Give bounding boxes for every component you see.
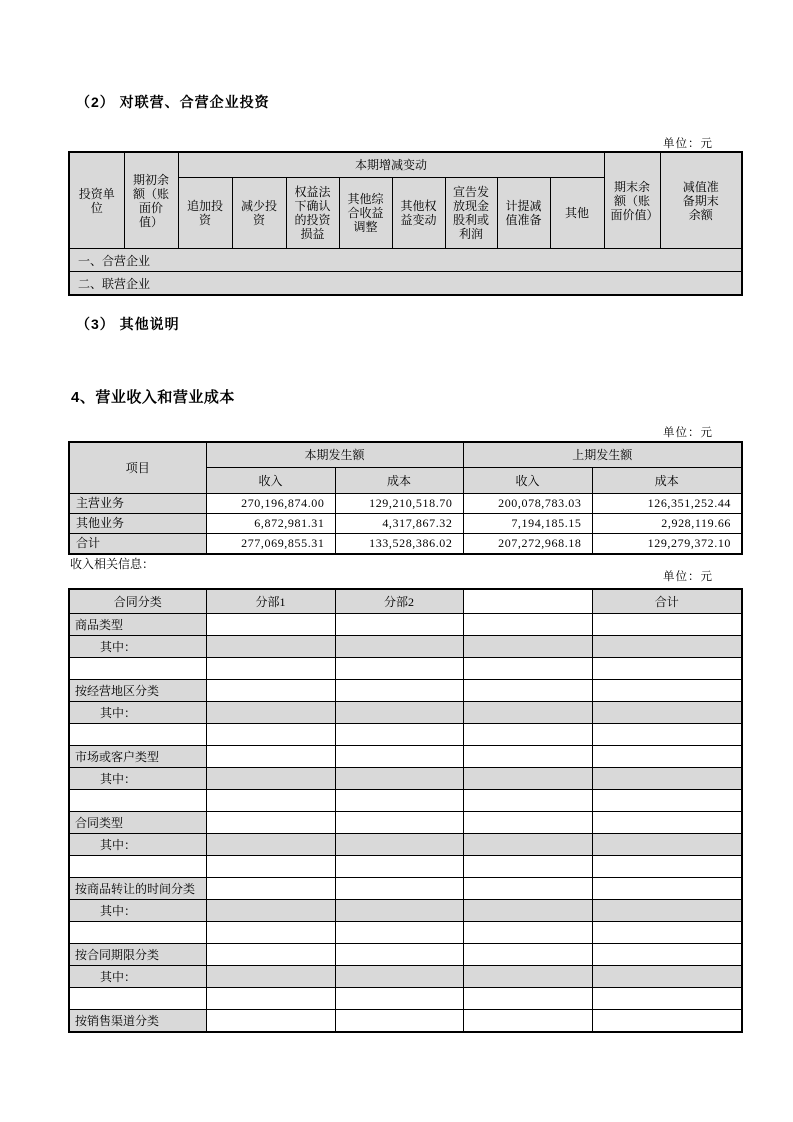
contract-row (69, 834, 742, 856)
contract-empty-cell (335, 922, 463, 944)
contract-empty-cell (335, 988, 463, 1010)
contract-row (69, 966, 742, 988)
contract-empty-cell (206, 702, 335, 724)
col-segment-2: 分部2 (335, 589, 463, 614)
contract-empty-cell (335, 702, 463, 724)
revenue-row-main-business (69, 494, 742, 514)
contract-empty-cell (463, 1010, 592, 1033)
col-declared-dividends: 宣告发放现金股利或利润 (445, 178, 497, 249)
contract-empty-cell (206, 746, 335, 768)
section-heading-revenue-cost: 4、营业收入和营业成本 (71, 389, 235, 406)
contract-row-label: 其中： (69, 636, 206, 658)
contract-row (69, 944, 742, 966)
contract-blank-row (69, 922, 742, 944)
contract-empty-cell (335, 834, 463, 856)
contract-empty-cell (592, 834, 742, 856)
contract-row-label: 其中： (69, 966, 206, 988)
contract-empty-cell (335, 636, 463, 658)
contract-empty-cell (463, 724, 592, 746)
col-invest-unit: 投资单位 (69, 152, 124, 249)
contract-empty-cell (592, 988, 742, 1010)
col-reduced-investment: 减少投资 (232, 178, 286, 249)
contract-empty-cell (206, 834, 335, 856)
col-current-income: 收入 (206, 468, 335, 494)
col-total: 合计 (592, 589, 742, 614)
contract-row (69, 746, 742, 768)
contract-empty-cell (463, 636, 592, 658)
prior-income-value: 200,078,783.03 (463, 494, 592, 514)
contract-empty-cell (206, 680, 335, 702)
contract-row-label (69, 790, 206, 812)
col-segment-1: 分部1 (206, 589, 335, 614)
contract-empty-cell (206, 768, 335, 790)
contract-empty-cell (335, 768, 463, 790)
contract-empty-cell (335, 856, 463, 878)
contract-empty-cell (206, 812, 335, 834)
revenue-related-info-note: 收入相关信息： (70, 557, 155, 571)
current-income-value: 277,069,855.31 (206, 534, 335, 555)
contract-empty-cell (335, 1010, 463, 1033)
contract-table-body (69, 614, 742, 1033)
contract-empty-cell (463, 746, 592, 768)
contract-empty-cell (592, 702, 742, 724)
current-cost-value: 129,210,518.70 (335, 494, 463, 514)
col-additional-investment: 追加投资 (178, 178, 232, 249)
contract-empty-cell (206, 724, 335, 746)
col-other: 其他 (550, 178, 604, 249)
row-label: 主营业务 (69, 494, 206, 514)
contract-empty-cell (592, 922, 742, 944)
revenue-table (68, 441, 743, 555)
col-group-prior-period: 上期发生额 (463, 442, 742, 468)
row-label: 合计 (69, 534, 206, 555)
contract-row-label (69, 988, 206, 1010)
contract-empty-cell (206, 900, 335, 922)
contract-row-label: 按经营地区分类 (69, 680, 206, 702)
investment-header-row-1 (69, 152, 742, 178)
col-opening-balance: 期初余额（账面价值） (124, 152, 178, 249)
contract-empty-cell (335, 900, 463, 922)
revenue-row-other-business (69, 514, 742, 534)
contract-empty-cell (335, 966, 463, 988)
contract-empty-cell (463, 966, 592, 988)
contract-empty-cell (206, 658, 335, 680)
col-prior-cost: 成本 (592, 468, 742, 494)
contract-empty-cell (335, 790, 463, 812)
section-heading-joint-venture-investment: （2） 对联营、合营企业投资 (76, 94, 270, 110)
prior-income-value: 7,194,185.15 (463, 514, 592, 534)
contract-empty-cell (592, 966, 742, 988)
contract-row-label: 按合同期限分类 (69, 944, 206, 966)
contract-empty-cell (335, 614, 463, 636)
contract-row-label: 市场或客户类型 (69, 746, 206, 768)
contract-row (69, 680, 742, 702)
contract-classification-table (68, 588, 743, 1033)
contract-empty-cell (206, 966, 335, 988)
contract-row (69, 878, 742, 900)
current-income-value: 270,196,874.00 (206, 494, 335, 514)
contract-empty-cell (206, 856, 335, 878)
contract-row (69, 812, 742, 834)
current-cost-value: 133,528,386.02 (335, 534, 463, 555)
contract-empty-cell (463, 680, 592, 702)
unit-label-investment-table: 单位：元 (663, 138, 713, 150)
contract-empty-cell (206, 878, 335, 900)
contract-empty-cell (335, 680, 463, 702)
contract-header-row (69, 589, 742, 614)
contract-row-label: 按商品转让的时间分类 (69, 878, 206, 900)
contract-empty-cell (463, 658, 592, 680)
contract-empty-cell (335, 724, 463, 746)
col-item: 项目 (69, 442, 206, 494)
contract-row (69, 768, 742, 790)
contract-row-label: 其中： (69, 768, 206, 790)
investment-row-associates (69, 272, 742, 296)
contract-blank-row (69, 724, 742, 746)
contract-empty-cell (335, 658, 463, 680)
contract-empty-cell (592, 878, 742, 900)
contract-row-label: 按销售渠道分类 (69, 1010, 206, 1033)
contract-empty-cell (592, 944, 742, 966)
contract-empty-cell (592, 768, 742, 790)
col-closing-balance: 期末余额（账面价值） (604, 152, 660, 249)
contract-row-label: 其中： (69, 702, 206, 724)
contract-empty-cell (463, 900, 592, 922)
col-group-current-period: 本期发生额 (206, 442, 463, 468)
contract-empty-cell (463, 988, 592, 1010)
col-impairment-provision: 计提减值准备 (497, 178, 550, 249)
col-group-period-changes: 本期增减变动 (178, 152, 604, 178)
contract-empty-cell (463, 834, 592, 856)
contract-blank-row (69, 856, 742, 878)
contract-empty-cell (206, 614, 335, 636)
contract-row (69, 702, 742, 724)
associates-label: 二、联营企业 (69, 272, 742, 296)
current-income-value: 6,872,981.31 (206, 514, 335, 534)
investment-table (68, 151, 743, 296)
prior-cost-value: 129,279,372.10 (592, 534, 742, 555)
contract-empty-cell (463, 944, 592, 966)
contract-empty-cell (335, 812, 463, 834)
contract-empty-cell (335, 746, 463, 768)
prior-income-value: 207,272,968.18 (463, 534, 592, 555)
contract-row-label: 其中： (69, 900, 206, 922)
contract-empty-cell (206, 988, 335, 1010)
contract-empty-cell (592, 900, 742, 922)
contract-empty-cell (335, 878, 463, 900)
contract-empty-cell (463, 922, 592, 944)
row-label: 其他业务 (69, 514, 206, 534)
contract-row-label (69, 856, 206, 878)
contract-row-label: 其中： (69, 834, 206, 856)
contract-row (69, 1010, 742, 1033)
contract-row-label (69, 658, 206, 680)
col-current-cost: 成本 (335, 468, 463, 494)
contract-empty-cell (592, 614, 742, 636)
contract-empty-cell (592, 812, 742, 834)
contract-row-label (69, 724, 206, 746)
contract-empty-cell (206, 944, 335, 966)
contract-empty-cell (592, 790, 742, 812)
contract-empty-cell (592, 724, 742, 746)
contract-empty-cell (592, 680, 742, 702)
contract-empty-cell (592, 856, 742, 878)
contract-empty-cell (463, 614, 592, 636)
current-cost-value: 4,317,867.32 (335, 514, 463, 534)
contract-row-label: 商品类型 (69, 614, 206, 636)
prior-cost-value: 126,351,252.44 (592, 494, 742, 514)
contract-blank-row (69, 658, 742, 680)
revenue-row-total (69, 534, 742, 555)
unit-label-revenue-table: 单位：元 (663, 427, 713, 439)
contract-empty-cell (463, 812, 592, 834)
contract-empty-cell (463, 702, 592, 724)
contract-empty-cell (463, 856, 592, 878)
section-heading-other-notes: （3） 其他说明 (76, 316, 180, 332)
col-other-comprehensive-income: 其他综合收益调整 (339, 178, 392, 249)
contract-row-label: 合同类型 (69, 812, 206, 834)
joint-ventures-label: 一、合营企业 (69, 249, 742, 272)
contract-blank-row (69, 790, 742, 812)
contract-row (69, 636, 742, 658)
contract-empty-cell (592, 746, 742, 768)
contract-empty-cell (206, 1010, 335, 1033)
prior-cost-value: 2,928,119.66 (592, 514, 742, 534)
contract-empty-cell (592, 658, 742, 680)
col-other-equity-changes: 其他权益变动 (392, 178, 445, 249)
col-contract-classification: 合同分类 (69, 589, 206, 614)
contract-row-label (69, 922, 206, 944)
contract-empty-cell (206, 922, 335, 944)
revenue-header-row-1 (69, 442, 742, 468)
unit-label-contract-table: 单位：元 (663, 571, 713, 583)
col-unnamed (463, 589, 592, 614)
contract-empty-cell (592, 1010, 742, 1033)
contract-empty-cell (463, 790, 592, 812)
contract-empty-cell (206, 790, 335, 812)
contract-empty-cell (335, 944, 463, 966)
contract-empty-cell (592, 636, 742, 658)
col-prior-income: 收入 (463, 468, 592, 494)
contract-row (69, 614, 742, 636)
col-equity-method-gains: 权益法下确认的投资损益 (286, 178, 339, 249)
investment-row-joint-ventures (69, 249, 742, 272)
contract-empty-cell (206, 636, 335, 658)
contract-empty-cell (463, 878, 592, 900)
contract-empty-cell (463, 768, 592, 790)
col-impairment-closing: 减值准备期末余额 (660, 152, 742, 249)
contract-blank-row (69, 988, 742, 1010)
contract-row (69, 900, 742, 922)
